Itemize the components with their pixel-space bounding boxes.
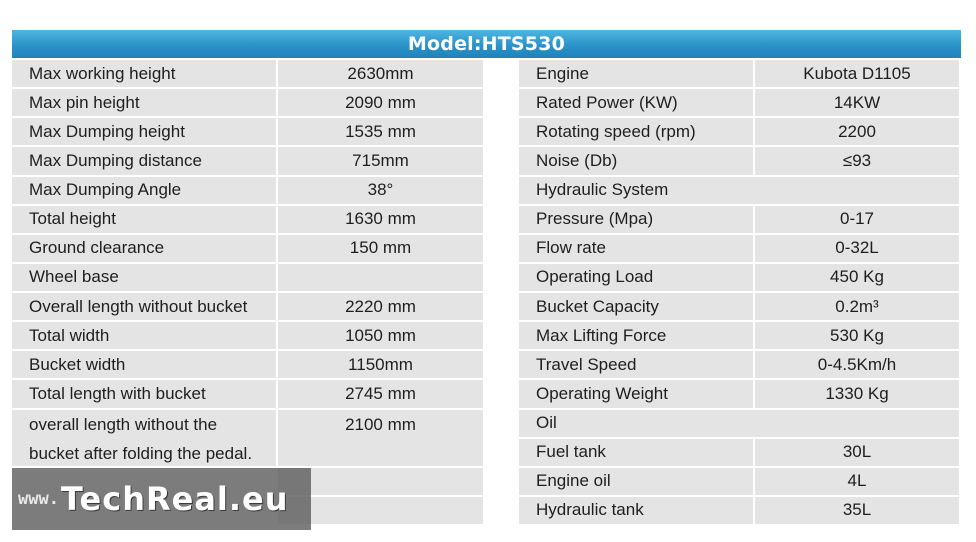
spec-label: Overall length without bucket bbox=[12, 293, 278, 322]
spec-value: 38° bbox=[278, 177, 485, 206]
spec-value: 2090 mm bbox=[278, 89, 485, 118]
spec-label: Fuel tank bbox=[519, 439, 755, 468]
spec-value bbox=[278, 264, 485, 293]
section-header-oil: Oil bbox=[519, 410, 961, 439]
spec-label: Total length with bucket bbox=[12, 380, 278, 409]
spec-label: Total width bbox=[12, 322, 278, 351]
spec-label: Rated Power (KW) bbox=[519, 89, 755, 118]
spec-label: Max pin height bbox=[12, 89, 278, 118]
spec-value-text: 2100 mm bbox=[345, 414, 416, 434]
spec-value: 150 mm bbox=[278, 235, 485, 264]
spec-label: Travel Speed bbox=[519, 351, 755, 380]
watermark-text: TechReal.eu bbox=[60, 480, 289, 518]
spec-label: Total height bbox=[12, 206, 278, 235]
spec-value: 0-4.5Km/h bbox=[755, 351, 961, 380]
spec-label: Noise (Db) bbox=[519, 147, 755, 176]
spec-label: Max Dumping height bbox=[12, 118, 278, 147]
spec-label: Hydraulic tank bbox=[519, 497, 755, 526]
spec-label: Max Dumping Angle bbox=[12, 177, 278, 206]
spec-value: 2630mm bbox=[278, 60, 485, 89]
spec-value: 2745 mm bbox=[278, 380, 485, 409]
spec-value: 0-32L bbox=[755, 235, 961, 264]
spec-value: 715mm bbox=[278, 147, 485, 176]
spec-value: 1330 Kg bbox=[755, 380, 961, 409]
spec-label: Operating Weight bbox=[519, 380, 755, 409]
watermark-prefix: www. bbox=[18, 489, 59, 509]
spec-value: 2200 bbox=[755, 118, 961, 147]
spec-label: Wheel base bbox=[12, 264, 278, 293]
spec-value: 530 Kg bbox=[755, 322, 961, 351]
spec-label: Max working height bbox=[12, 60, 278, 89]
spec-value: 1050 mm bbox=[278, 322, 485, 351]
spec-table bbox=[12, 60, 961, 526]
spec-label: Bucket width bbox=[12, 351, 278, 380]
spec-label: Bucket Capacity bbox=[519, 293, 755, 322]
spec-value: 1535 mm bbox=[278, 118, 485, 147]
spec-label: Engine oil bbox=[519, 468, 755, 497]
spec-label-line: bucket after folding the pedal. bbox=[29, 443, 253, 463]
spec-label: Pressure (Mpa) bbox=[519, 206, 755, 235]
spec-label-multiline bbox=[12, 410, 278, 468]
spec-label: Engine bbox=[519, 60, 755, 89]
spec-value: 1150mm bbox=[278, 351, 485, 380]
spec-value: 0-17 bbox=[755, 206, 961, 235]
spec-value: Kubota D1105 bbox=[755, 60, 961, 89]
spec-label: Operating Load bbox=[519, 264, 755, 293]
spec-label: Max Dumping distance bbox=[12, 147, 278, 176]
model-title: Model:HTS530 bbox=[12, 30, 961, 58]
spec-label: Max Lifting Force bbox=[519, 322, 755, 351]
spec-value: 2220 mm bbox=[278, 293, 485, 322]
section-header-hydraulic: Hydraulic System bbox=[519, 177, 961, 206]
spec-label-line: overall length without the bbox=[29, 414, 218, 434]
spec-value bbox=[278, 410, 485, 468]
spec-label: Rotating speed (rpm) bbox=[519, 118, 755, 147]
spec-value: 450 Kg bbox=[755, 264, 961, 293]
spec-value: 35L bbox=[755, 497, 961, 526]
spec-label: Ground clearance bbox=[12, 235, 278, 264]
spec-value: 1630 mm bbox=[278, 206, 485, 235]
spec-value: ≤93 bbox=[755, 147, 961, 176]
watermark-logo bbox=[12, 468, 311, 530]
spec-label: Flow rate bbox=[519, 235, 755, 264]
spec-value: 4L bbox=[755, 468, 961, 497]
spec-value: 0.2m³ bbox=[755, 293, 961, 322]
spec-value: 14KW bbox=[755, 89, 961, 118]
spec-value: 30L bbox=[755, 439, 961, 468]
